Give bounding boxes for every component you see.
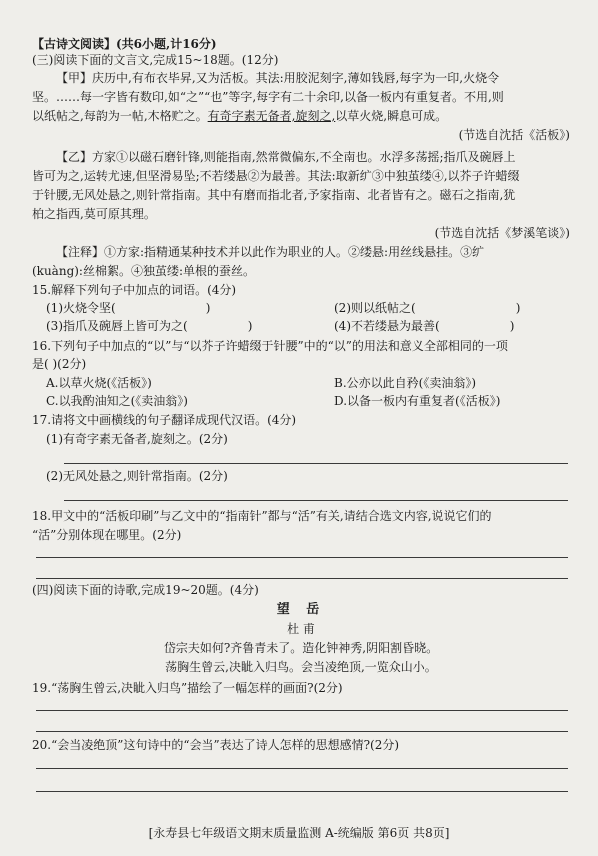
answer-line [36, 768, 568, 769]
q15-item-3: (3)指爪及碗唇上皆可为之( ) [46, 319, 253, 333]
poem-line-1: 岱宗夫如何?齐鲁青未了。造化钟神秀,阴阳割昏晓。 [163, 641, 439, 655]
answer-line [36, 731, 568, 732]
section-header: 【古诗文阅读】(共6小题,计16分) [32, 37, 217, 51]
q19-stem: 19.“荡胸生曾云,决眦入归鸟”描绘了一幅怎样的画面?(2分) [32, 681, 343, 695]
passage-yi-line-2: 皆可为之,运转尤速,但坚滑易坠;不若缕悬②为最善。其法:取新纩③中独茧缕④,以芥子许蜡缀 [32, 169, 520, 183]
answer-line [36, 557, 568, 558]
q17-stem: 17.请将文中画横线的句子翻译成现代汉语。(4分) [32, 413, 297, 427]
q16-option-c: C.以我酌油知之(《卖油翁》) [46, 394, 188, 408]
passage-jia-tail: 以草火烧,瞬息可成。 [335, 109, 448, 123]
part3-intro: (三)阅读下面的文言文,完成15~18题。(12分) [32, 53, 279, 67]
q18-stem-1: 18.甲文中的“活板印刷”与乙文中的“指南针”都与“活”有关,请结合选文内容,说说它们的 [32, 509, 492, 523]
notes-line-1: 【注释】①方家:指精通某种技术并以此作为职业的人。②缕悬:用丝线悬挂。③纩 [56, 245, 485, 259]
passage-jia-line-1: 【甲】庆历中,有布衣毕昇,又为活板。其法:用胶泥刻字,薄如钱唇,每字为一印,火烧令 [56, 71, 500, 85]
passage-jia-line-2: 坚。……每一字皆有数印,如“之”“也”等字,每字有二十余印,以备一板内有重复者。不用,则 [32, 90, 504, 104]
notes-line-2: (kuàng):丝棉絮。④独茧缕:单根的蚕丝。 [32, 264, 256, 278]
answer-line [64, 463, 568, 464]
poem-author: 杜 甫 [287, 622, 315, 636]
page-footer: [永寿县七年级语文期末质量监测 A-统编版 第6页 共8页] [148, 826, 450, 840]
q15-stem: 15.解释下列句子中加点的词语。(4分) [32, 283, 237, 297]
passage-jia-source: (节选自沈括《活板》) [458, 128, 570, 142]
q17-sub-2: (2)无风处悬之,则针常指南。(2分) [46, 469, 228, 483]
passage-jia-line-3 [32, 108, 570, 124]
q16-stem-1: 16.下列句子中加点的“以”与“以芥子许蜡缀于针腰”中的“以”的用法和意义全部相同的一项 [32, 339, 508, 353]
answer-line [64, 500, 568, 501]
underlined-sentence-1: 有奇字素无备者,旋刻之, [207, 109, 336, 123]
passage-jia-text: 以纸帖之,每韵为一帖,木格贮之。 [32, 109, 208, 123]
poem-title: 望 岳 [276, 602, 326, 617]
q17-sub-1: (1)有奇字素无备者,旋刻之。(2分) [46, 432, 228, 446]
passage-yi-line-3: 于针腰,无风处悬之,则针常指南。其中有磨而指北者,予家指南、北者皆有之。磁石之指南,犹 [32, 188, 516, 202]
poem-line-2: 荡胸生曾云,决眦入归鸟。会当凌绝顶,一览众山小。 [165, 660, 437, 674]
passage-yi-source: (节选自沈括《梦溪笔谈》) [434, 226, 570, 240]
q15-item-1: (1)火烧令坚( ) [46, 301, 211, 315]
part4-intro: (四)阅读下面的诗歌,完成19~20题。(4分) [32, 583, 259, 597]
q15-item-2: (2)则以纸帖之( ) [334, 301, 521, 315]
q16-option-a: A.以草火烧(《活板》) [46, 376, 152, 390]
passage-yi-line-1: 【乙】方家①以磁石磨针锋,则能指南,然常微偏东,不全南也。水浮多荡摇;指爪及碗唇上 [56, 150, 516, 164]
q16-stem-2: 是( )(2分) [32, 357, 87, 371]
q16-option-b: B.公亦以此自矜(《卖油翁》) [334, 376, 476, 390]
q16-option-d: D.以备一板内有重复者(《活板》) [334, 394, 501, 408]
answer-line [36, 578, 568, 579]
answer-line [36, 791, 568, 792]
q18-stem-2: “活”分别体现在哪里。(2分) [32, 528, 182, 542]
answer-line [36, 710, 568, 711]
q20-stem: 20.“会当凌绝顶”这句诗中的“会当”表达了诗人怎样的思想感情?(2分) [32, 738, 400, 752]
passage-yi-line-4: 柏之指西,莫可原其理。 [32, 207, 156, 221]
q15-item-4: (4)不若缕悬为最善( ) [334, 319, 515, 333]
